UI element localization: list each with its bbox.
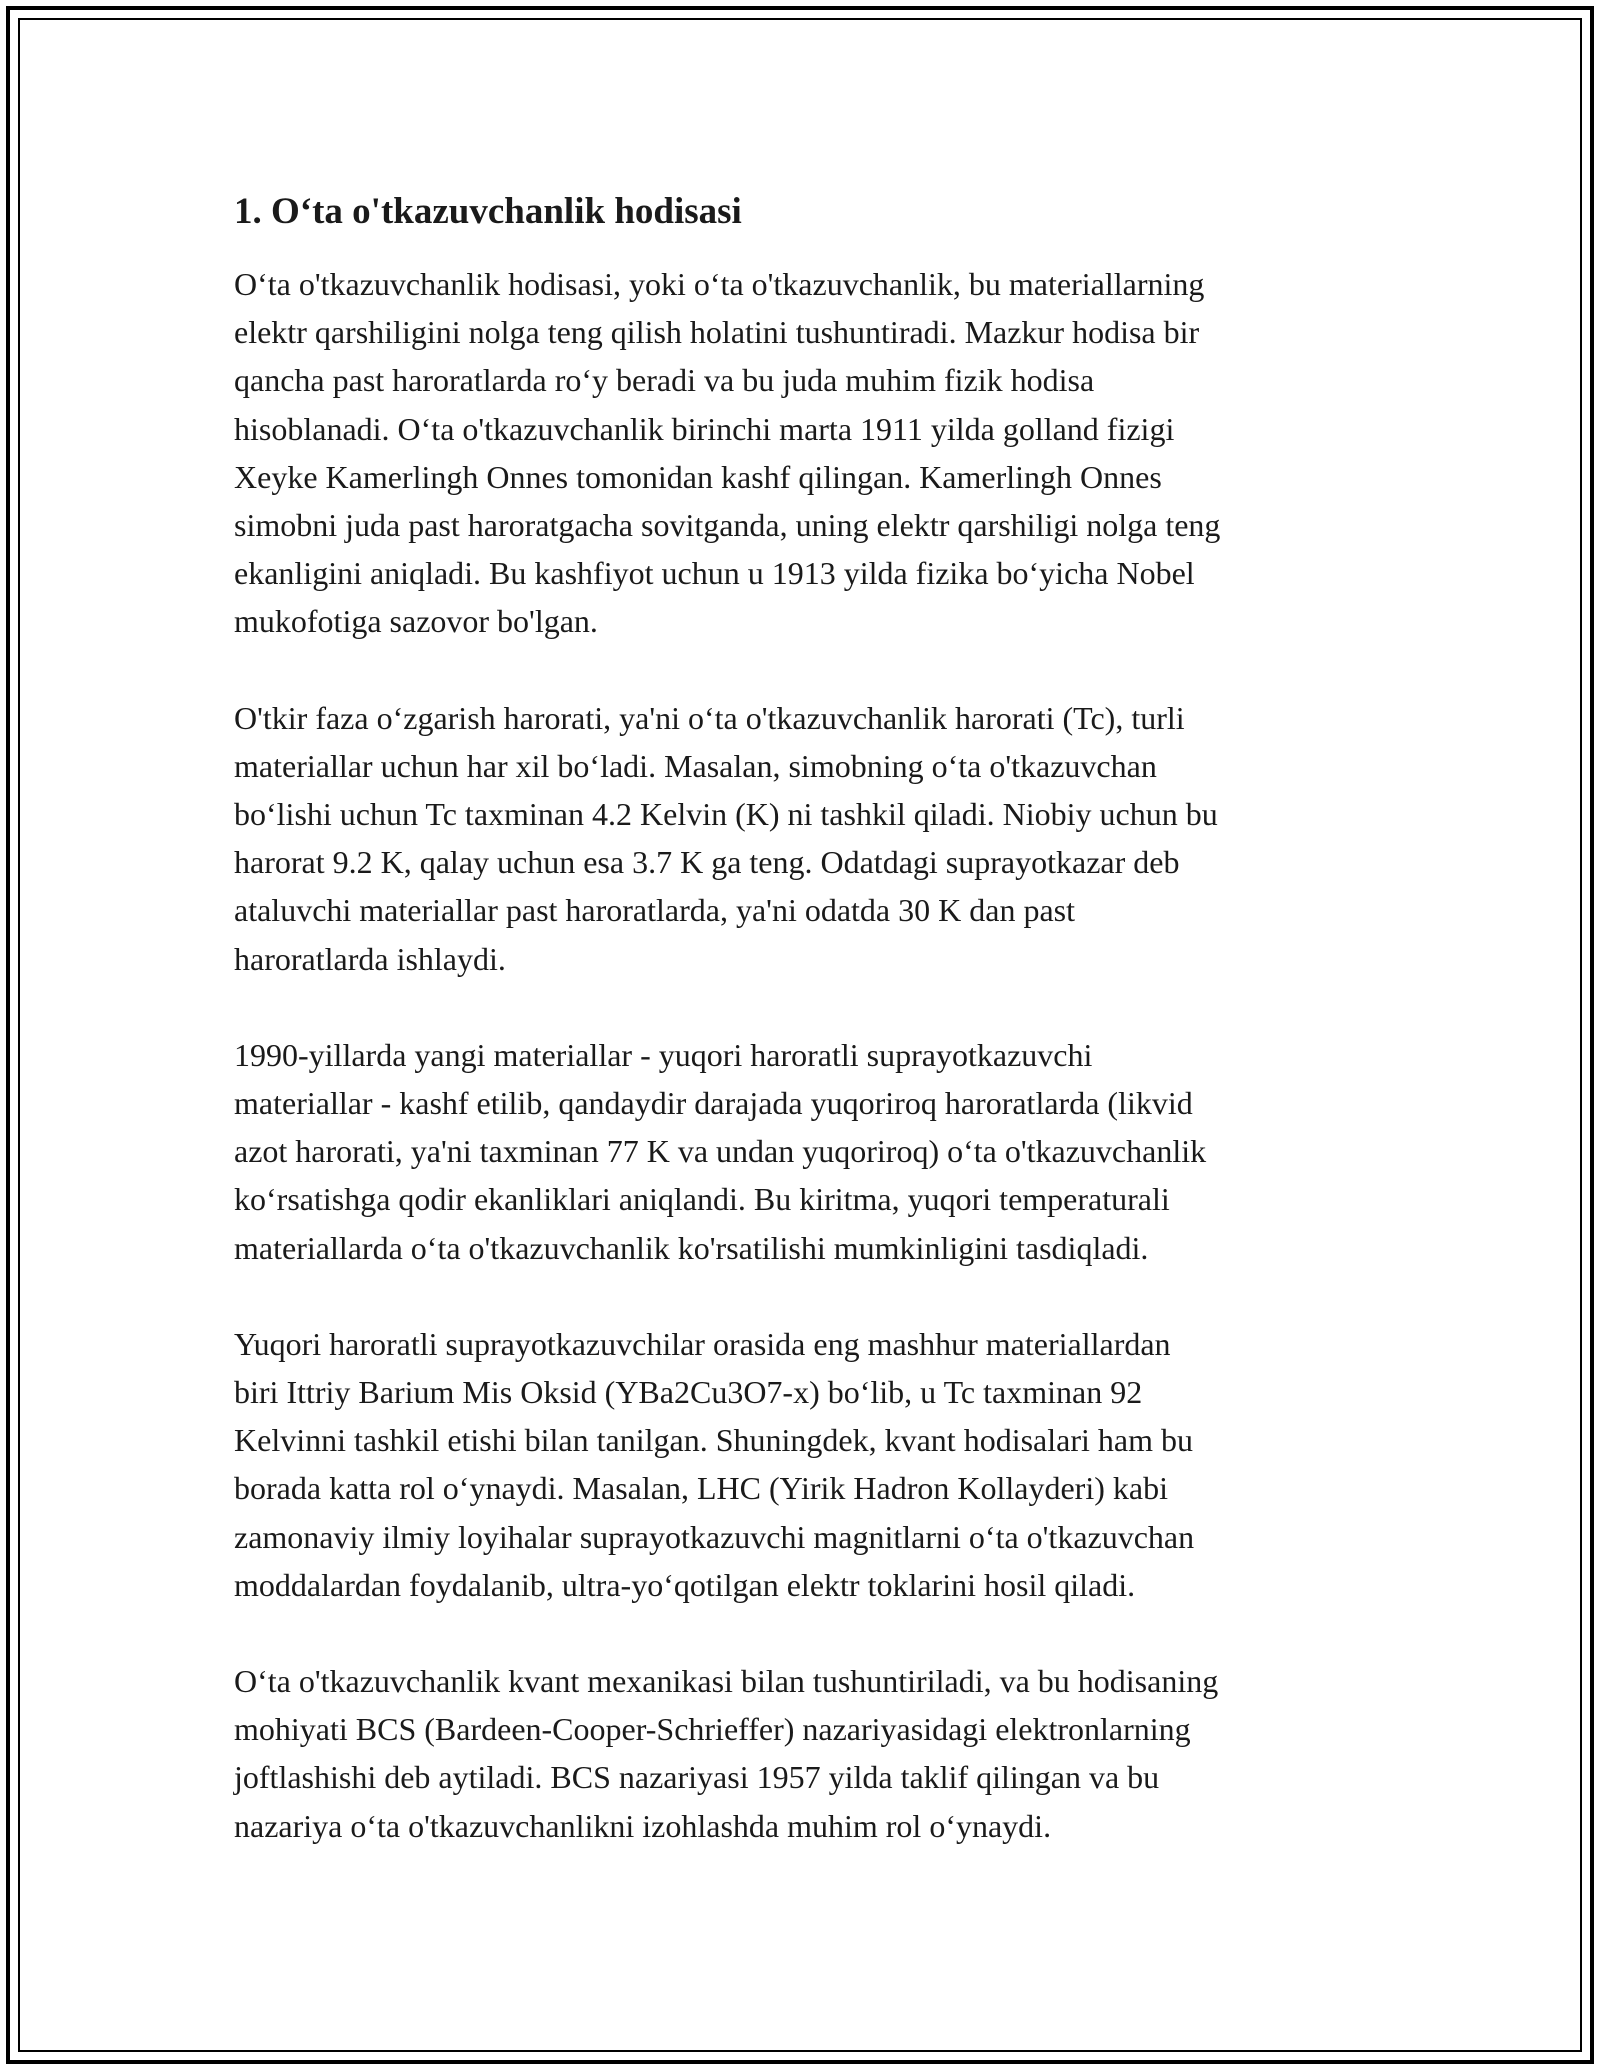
paragraph-5 bbox=[234, 1657, 1374, 1850]
text-line: haroratlarda ishlaydi. bbox=[234, 940, 506, 977]
text-line: joftlashishi deb aytiladi. BCS nazariyasi 1957 yilda taklif qilingan va bu bbox=[234, 1759, 1160, 1796]
text-line: Yuqori haroratli suprayotkazuvchilar orasida eng mashhur materiallardan bbox=[234, 1325, 1171, 1362]
paragraph-1 bbox=[234, 260, 1374, 646]
text-line: O‘ta o'tkazuvchanlik kvant mexanikasi bilan tushuntiriladi, va bu hodisaning bbox=[234, 1663, 1219, 1700]
text-line: hisoblanadi. O‘ta o'tkazuvchanlik birinchi marta 1911 yilda golland fizigi bbox=[234, 410, 1175, 447]
text-line: zamonaviy ilmiy loyihalar suprayotkazuvchi magnitlarni o‘ta o'tkazuvchan bbox=[234, 1518, 1195, 1555]
text-line: O'tkir faza o‘zgarish harorati, ya'ni o‘ta o'tkazuvchanlik harorati (Tc), turli bbox=[234, 699, 1185, 736]
text-line: simobni juda past haroratgacha sovitganda, uning elektr qarshiligi nolga teng bbox=[234, 507, 1221, 544]
text-line: biri Ittriy Barium Mis Oksid (YBa2Cu3O7-x) bo‘lib, u Tc taxminan 92 bbox=[234, 1374, 1143, 1411]
text-line: Xeyke Kamerlingh Onnes tomonidan kashf qilingan. Kamerlingh Onnes bbox=[234, 458, 1162, 495]
paragraph-4 bbox=[234, 1320, 1374, 1609]
section-heading: 1. O‘ta o'tkazuvchanlik hodisasi bbox=[234, 191, 742, 232]
text-line: Kelvinni tashkil etishi bilan tanilgan. Shuningdek, kvant hodisalari ham bu bbox=[234, 1422, 1193, 1459]
paragraph-3 bbox=[234, 1031, 1374, 1272]
text-line: ataluvchi materiallar past haroratlarda, ya'ni odatda 30 K dan past bbox=[234, 892, 1075, 929]
text-line: qancha past haroratlarda ro‘y beradi va bu juda muhim fizik hodisa bbox=[234, 362, 1095, 399]
text-line: ko‘rsatishga qodir ekanliklari aniqlandi. Bu kiritma, yuqori temperaturali bbox=[234, 1181, 1170, 1218]
text-line: O‘ta o'tkazuvchanlik hodisasi, yoki o‘ta o'tkazuvchanlik, bu materiallarning bbox=[234, 266, 1205, 302]
text-line: materiallarda o‘ta o'tkazuvchanlik ko'rsatilishi mumkinligini tasdiqladi. bbox=[234, 1229, 1149, 1266]
paragraph-2 bbox=[234, 694, 1374, 983]
text-line: mukofotiga sazovor bo'lgan. bbox=[234, 603, 598, 640]
text-line: materiallar - kashf etilib, qandaydir darajada yuqoriroq haroratlarda (likvid bbox=[234, 1085, 1193, 1122]
text-line: harorat 9.2 K, qalay uchun esa 3.7 K ga teng. Odatdagi suprayotkazar deb bbox=[234, 844, 1180, 881]
text-line: mohiyati BCS (Bardeen-Cooper-Schrieffer) nazariyasidagi elektronlarning bbox=[234, 1711, 1191, 1748]
text-line: 1990-yillarda yangi materiallar - yuqori haroratli suprayotkazuvchi bbox=[234, 1036, 1093, 1073]
text-line: ekanligini aniqladi. Bu kashfiyot uchun u 1913 yilda fizika bo‘yicha Nobel bbox=[234, 555, 1195, 592]
text-line: materiallar uchun har xil bo‘ladi. Masalan, simobning o‘ta o'tkazuvchan bbox=[234, 747, 1157, 784]
text-line: nazariya o‘ta o'tkazuvchanlikni izohlashda muhim rol o‘ynaydi. bbox=[234, 1807, 1052, 1844]
document-body bbox=[234, 188, 1374, 1898]
text-line: moddalardan foydalanib, ultra-yo‘qotilgan elektr toklarini hosil qiladi. bbox=[234, 1566, 1136, 1603]
text-line: bo‘lishi uchun Tc taxminan 4.2 Kelvin (K) ni tashkil qiladi. Niobiy uchun bu bbox=[234, 796, 1218, 833]
text-line: azot harorati, ya'ni taxminan 77 K va undan yuqoriroq) o‘ta o'tkazuvchanlik bbox=[234, 1133, 1207, 1170]
text-line: elektr qarshiligini nolga teng qilish holatini tushuntiradi. Mazkur hodisa bir bbox=[234, 314, 1200, 351]
text-line: borada katta rol o‘ynaydi. Masalan, LHC (Yirik Hadron Kollayderi) kabi bbox=[234, 1470, 1168, 1507]
